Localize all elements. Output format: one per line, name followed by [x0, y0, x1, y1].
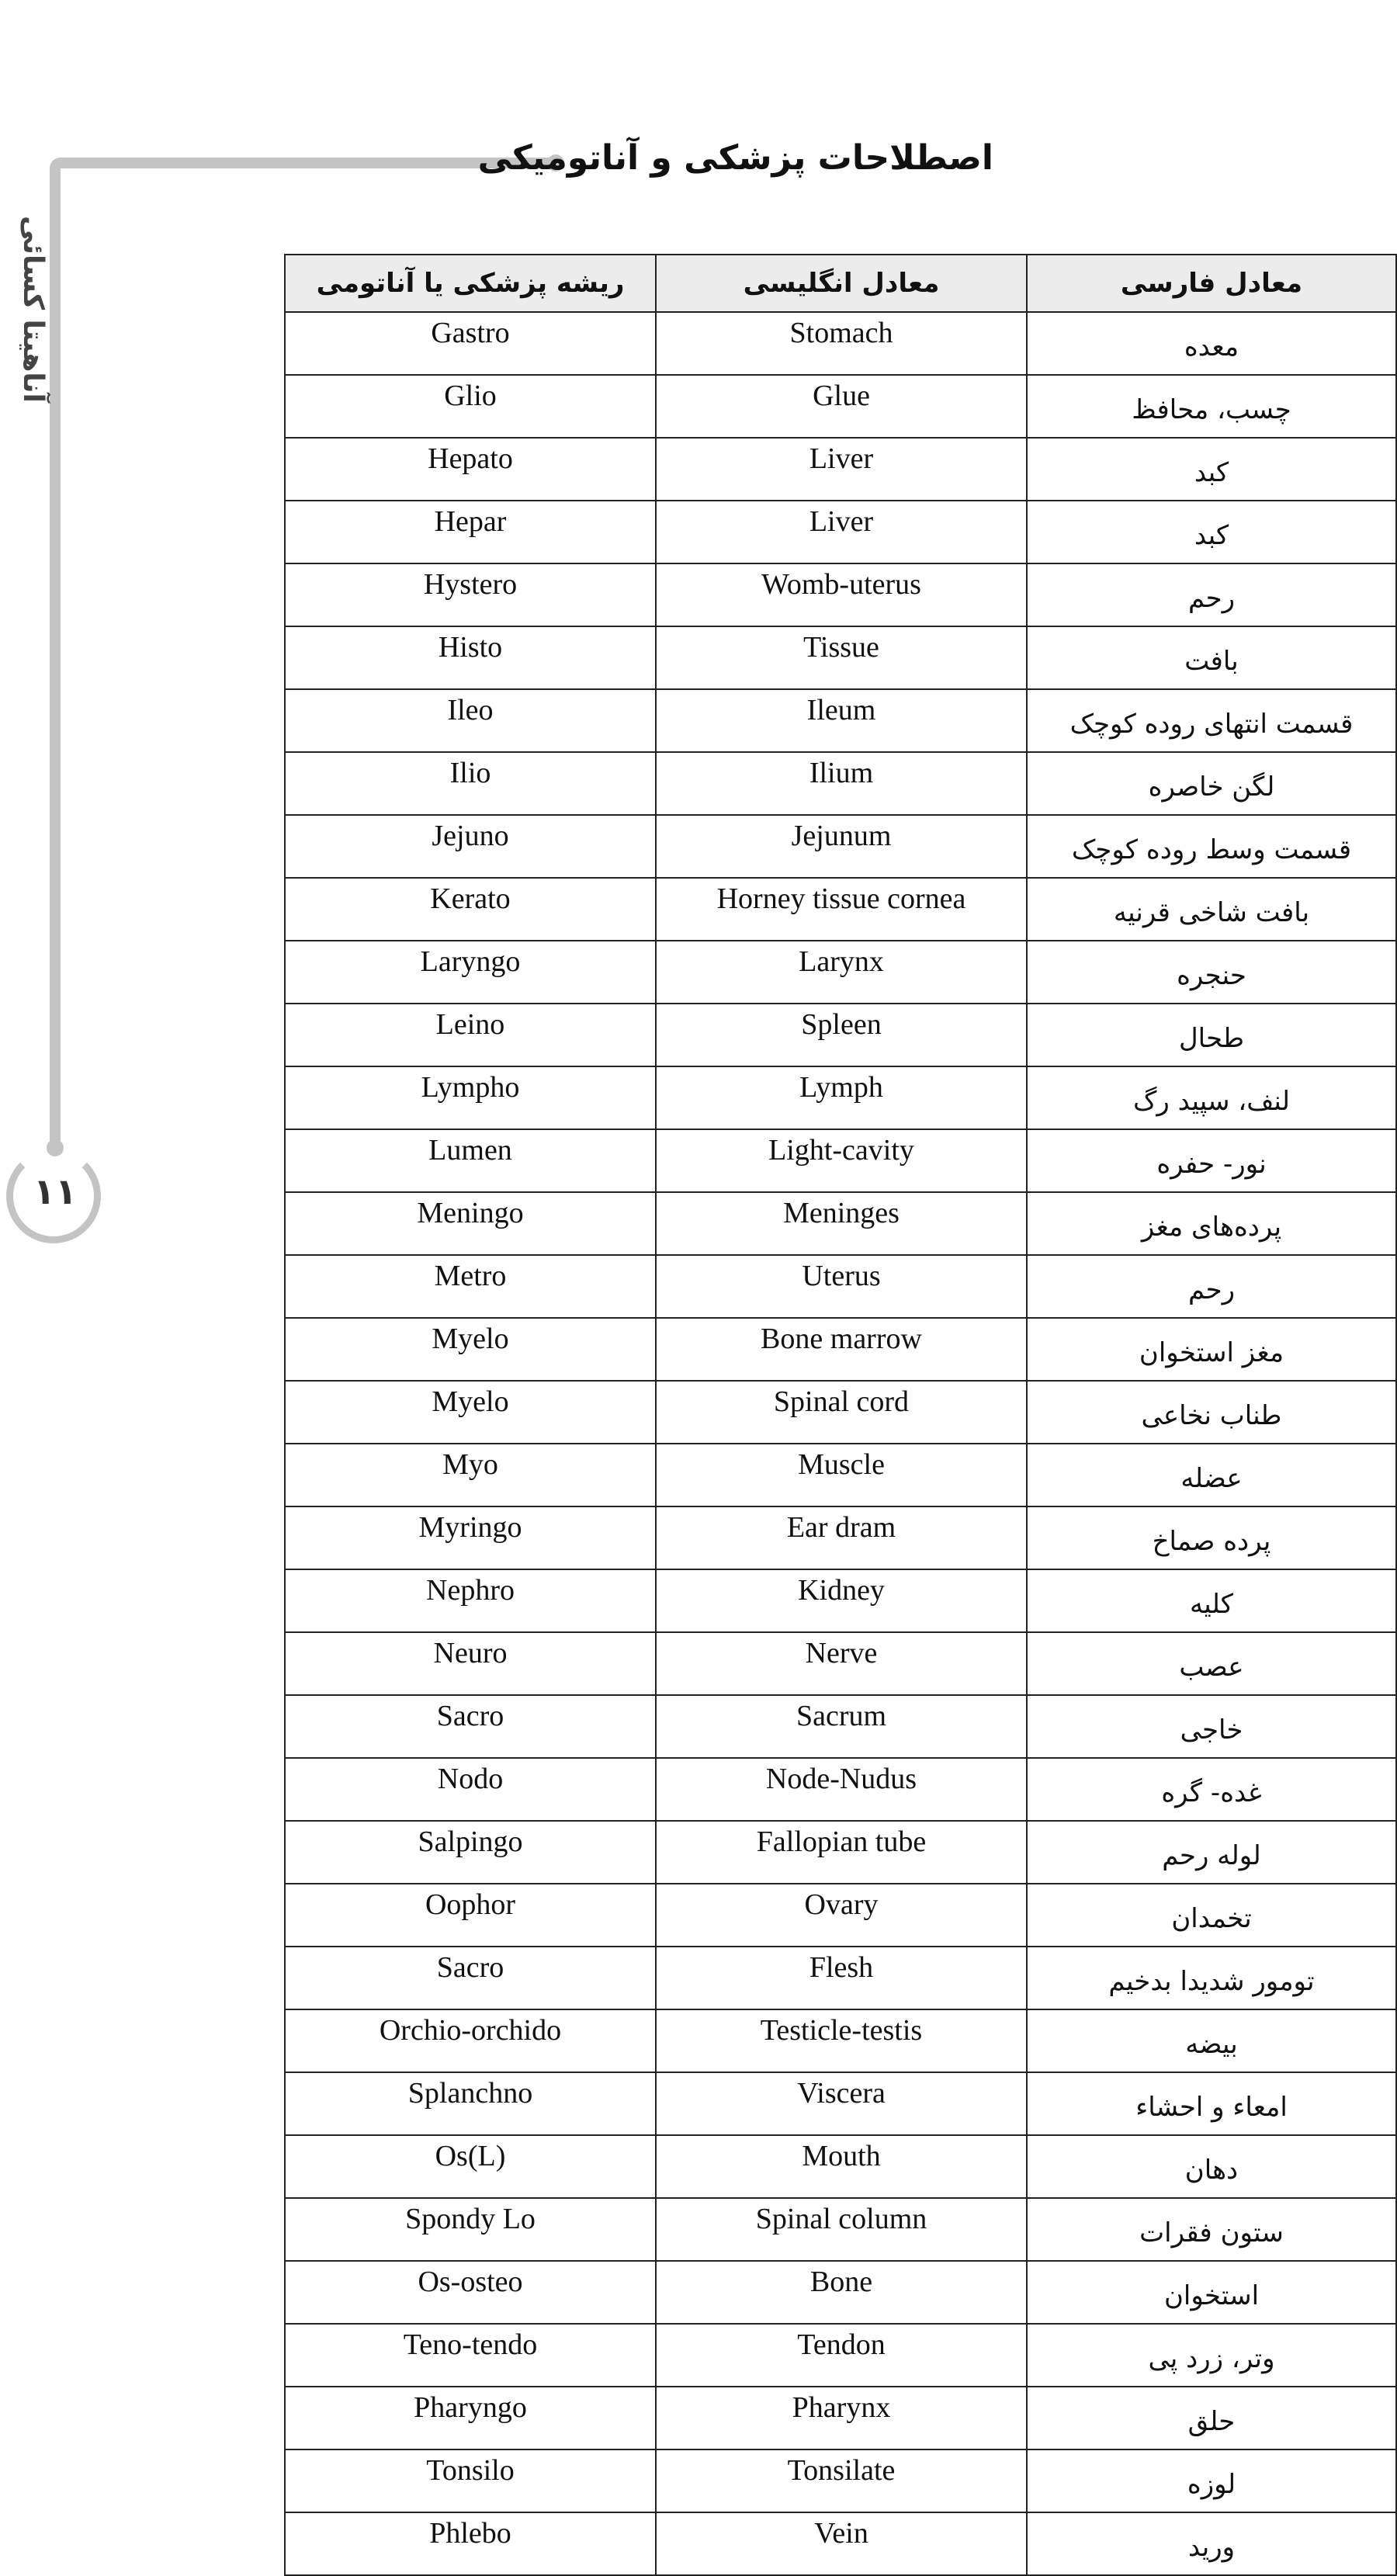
cell-persian: قسمت وسط روده کوچک [1027, 815, 1396, 878]
cell-persian: رحم [1027, 1255, 1396, 1318]
page-title: اصطلاحات پزشکی و آناتومیکی [477, 138, 993, 178]
author-side-label: آناهیتا کسائی [17, 216, 49, 403]
cell-persian: لگن خاصره [1027, 752, 1396, 815]
table-row [285, 1066, 1396, 1129]
cell-persian: معده [1027, 312, 1396, 375]
medical-terms-table [284, 254, 1397, 2576]
cell-root: Spondy Lo [285, 2198, 656, 2261]
cell-english: Nerve [656, 1632, 1027, 1695]
cell-persian: طناب نخاعی [1027, 1381, 1396, 1444]
cell-persian: امعاء و احشاء [1027, 2072, 1396, 2135]
cell-persian: بافت شاخی قرنیه [1027, 878, 1396, 941]
cell-persian: بافت [1027, 626, 1396, 689]
cell-root: Glio [285, 375, 656, 438]
cell-root: Phlebo [285, 2512, 656, 2575]
cell-persian: تومور شدیدا بدخیم [1027, 1947, 1396, 2009]
cell-root: Tonsilo [285, 2449, 656, 2512]
cell-english: Liver [656, 501, 1027, 563]
cell-english: Jejunum [656, 815, 1027, 878]
table-row [285, 1506, 1396, 1569]
table-row [285, 1444, 1396, 1506]
table-row [285, 1695, 1396, 1758]
cell-persian: عضله [1027, 1444, 1396, 1506]
cell-english: Glue [656, 375, 1027, 438]
cell-english: Tissue [656, 626, 1027, 689]
cell-root: Histo [285, 626, 656, 689]
cell-root: Sacro [285, 1695, 656, 1758]
table-row [285, 815, 1396, 878]
cell-root: Myelo [285, 1318, 656, 1381]
page-number: ۱۱ [33, 1170, 78, 1212]
cell-root: Ilio [285, 752, 656, 815]
cell-persian: دهان [1027, 2135, 1396, 2198]
cell-persian: طحال [1027, 1004, 1396, 1066]
cell-english: Bone marrow [656, 1318, 1027, 1381]
table-row [285, 878, 1396, 941]
cell-english: Ilium [656, 752, 1027, 815]
cell-english: Fallopian tube [656, 1821, 1027, 1884]
cell-persian: رحم [1027, 563, 1396, 626]
table-row [285, 626, 1396, 689]
cell-root: Leino [285, 1004, 656, 1066]
cell-root: Metro [285, 1255, 656, 1318]
cell-root: Nephro [285, 1569, 656, 1632]
cell-persian: تخمدان [1027, 1884, 1396, 1947]
cell-persian: حلق [1027, 2387, 1396, 2449]
cell-english: Lymph [656, 1066, 1027, 1129]
cell-english: Uterus [656, 1255, 1027, 1318]
cell-persian: مغز استخوان [1027, 1318, 1396, 1381]
cell-persian: کبد [1027, 501, 1396, 563]
cell-persian: وتر، زرد پی [1027, 2324, 1396, 2387]
table-row [285, 2261, 1396, 2324]
cell-persian: حنجره [1027, 941, 1396, 1004]
cell-english: Ear dram [656, 1506, 1027, 1569]
table-row [285, 1381, 1396, 1444]
cell-english: Light-cavity [656, 1129, 1027, 1192]
cell-persian: چسب، محافظ [1027, 375, 1396, 438]
cell-root: Teno-tendo [285, 2324, 656, 2387]
cell-root: Hepato [285, 438, 656, 501]
table-row [285, 1569, 1396, 1632]
cell-english: Spinal column [656, 2198, 1027, 2261]
table-row [285, 2198, 1396, 2261]
cell-persian: پرده‌های مغز [1027, 1192, 1396, 1255]
cell-english: Testicle-testis [656, 2009, 1027, 2072]
cell-root: Laryngo [285, 941, 656, 1004]
cell-english: Sacrum [656, 1695, 1027, 1758]
cell-english: Pharynx [656, 2387, 1027, 2449]
cell-english: Viscera [656, 2072, 1027, 2135]
table-row [285, 1192, 1396, 1255]
cell-persian: بیضه [1027, 2009, 1396, 2072]
table-row [285, 1758, 1396, 1821]
cell-english: Tonsilate [656, 2449, 1027, 2512]
table-header-row [285, 255, 1396, 312]
cell-persian: عصب [1027, 1632, 1396, 1695]
cell-persian: لنف، سپید رگ [1027, 1066, 1396, 1129]
cell-persian: کلیه [1027, 1569, 1396, 1632]
cell-root: Neuro [285, 1632, 656, 1695]
table-row [285, 1632, 1396, 1695]
table-row [285, 2009, 1396, 2072]
cell-persian: لوله رحم [1027, 1821, 1396, 1884]
cell-root: Gastro [285, 312, 656, 375]
cell-english: Ileum [656, 689, 1027, 752]
table-row [285, 752, 1396, 815]
cell-english: Flesh [656, 1947, 1027, 2009]
cell-persian: غده- گره [1027, 1758, 1396, 1821]
cell-english: Muscle [656, 1444, 1027, 1506]
cell-english: Stomach [656, 312, 1027, 375]
cell-english: Bone [656, 2261, 1027, 2324]
cell-root: Lumen [285, 1129, 656, 1192]
table-row [285, 375, 1396, 438]
cell-english: Mouth [656, 2135, 1027, 2198]
cell-persian: قسمت انتهای روده کوچک [1027, 689, 1396, 752]
cell-persian: خاجی [1027, 1695, 1396, 1758]
cell-root: Oophor [285, 1884, 656, 1947]
table-row [285, 501, 1396, 563]
cell-root: Ileo [285, 689, 656, 752]
cell-root: Nodo [285, 1758, 656, 1821]
table-row [285, 563, 1396, 626]
cell-root: Salpingo [285, 1821, 656, 1884]
cell-persian: استخوان [1027, 2261, 1396, 2324]
table-row [285, 941, 1396, 1004]
cell-persian: پرده صماخ [1027, 1506, 1396, 1569]
cell-persian: ورید [1027, 2512, 1396, 2575]
header-root: ریشه پزشکی یا آناتومی [285, 255, 656, 312]
cell-english: Kidney [656, 1569, 1027, 1632]
cell-persian: ستون فقرات [1027, 2198, 1396, 2261]
cell-english: Horney tissue cornea [656, 878, 1027, 941]
cell-english: Larynx [656, 941, 1027, 1004]
table-row [285, 1004, 1396, 1066]
header-persian: معادل فارسی [1027, 255, 1396, 312]
cell-root: Hepar [285, 501, 656, 563]
cell-persian: کبد [1027, 438, 1396, 501]
table-row [285, 2387, 1396, 2449]
cell-root: Pharyngo [285, 2387, 656, 2449]
side-rule [50, 158, 61, 1151]
cell-english: Womb-uterus [656, 563, 1027, 626]
cell-english: Spinal cord [656, 1381, 1027, 1444]
cell-root: Splanchno [285, 2072, 656, 2135]
cell-english: Meninges [656, 1192, 1027, 1255]
cell-root: Sacro [285, 1947, 656, 2009]
table-row [285, 689, 1396, 752]
table-row [285, 2512, 1396, 2575]
cell-root: Myo [285, 1444, 656, 1506]
table-row [285, 438, 1396, 501]
cell-root: Myelo [285, 1381, 656, 1444]
table-row [285, 312, 1396, 375]
table-row [285, 2449, 1396, 2512]
table-row [285, 1884, 1396, 1947]
cell-root: Os-osteo [285, 2261, 656, 2324]
table-row [285, 2072, 1396, 2135]
cell-english: Liver [656, 438, 1027, 501]
cell-root: Orchio-orchido [285, 2009, 656, 2072]
table-row [285, 1318, 1396, 1381]
cell-root: Os(L) [285, 2135, 656, 2198]
cell-root: Lympho [285, 1066, 656, 1129]
table-row [285, 2324, 1396, 2387]
cell-english: Spleen [656, 1004, 1027, 1066]
cell-root: Myringo [285, 1506, 656, 1569]
cell-english: Vein [656, 2512, 1027, 2575]
cell-root: Jejuno [285, 815, 656, 878]
cell-root: Meningo [285, 1192, 656, 1255]
cell-english: Tendon [656, 2324, 1027, 2387]
table-row [285, 1821, 1396, 1884]
header-english: معادل انگلیسی [656, 255, 1027, 312]
cell-persian: نور- حفره [1027, 1129, 1396, 1192]
cell-english: Ovary [656, 1884, 1027, 1947]
cell-persian: لوزه [1027, 2449, 1396, 2512]
cell-root: Hystero [285, 563, 656, 626]
table-row [285, 1129, 1396, 1192]
table-row [285, 1255, 1396, 1318]
cell-english: Node-Nudus [656, 1758, 1027, 1821]
table-row [285, 1947, 1396, 2009]
table-row [285, 2135, 1396, 2198]
cell-root: Kerato [285, 878, 656, 941]
